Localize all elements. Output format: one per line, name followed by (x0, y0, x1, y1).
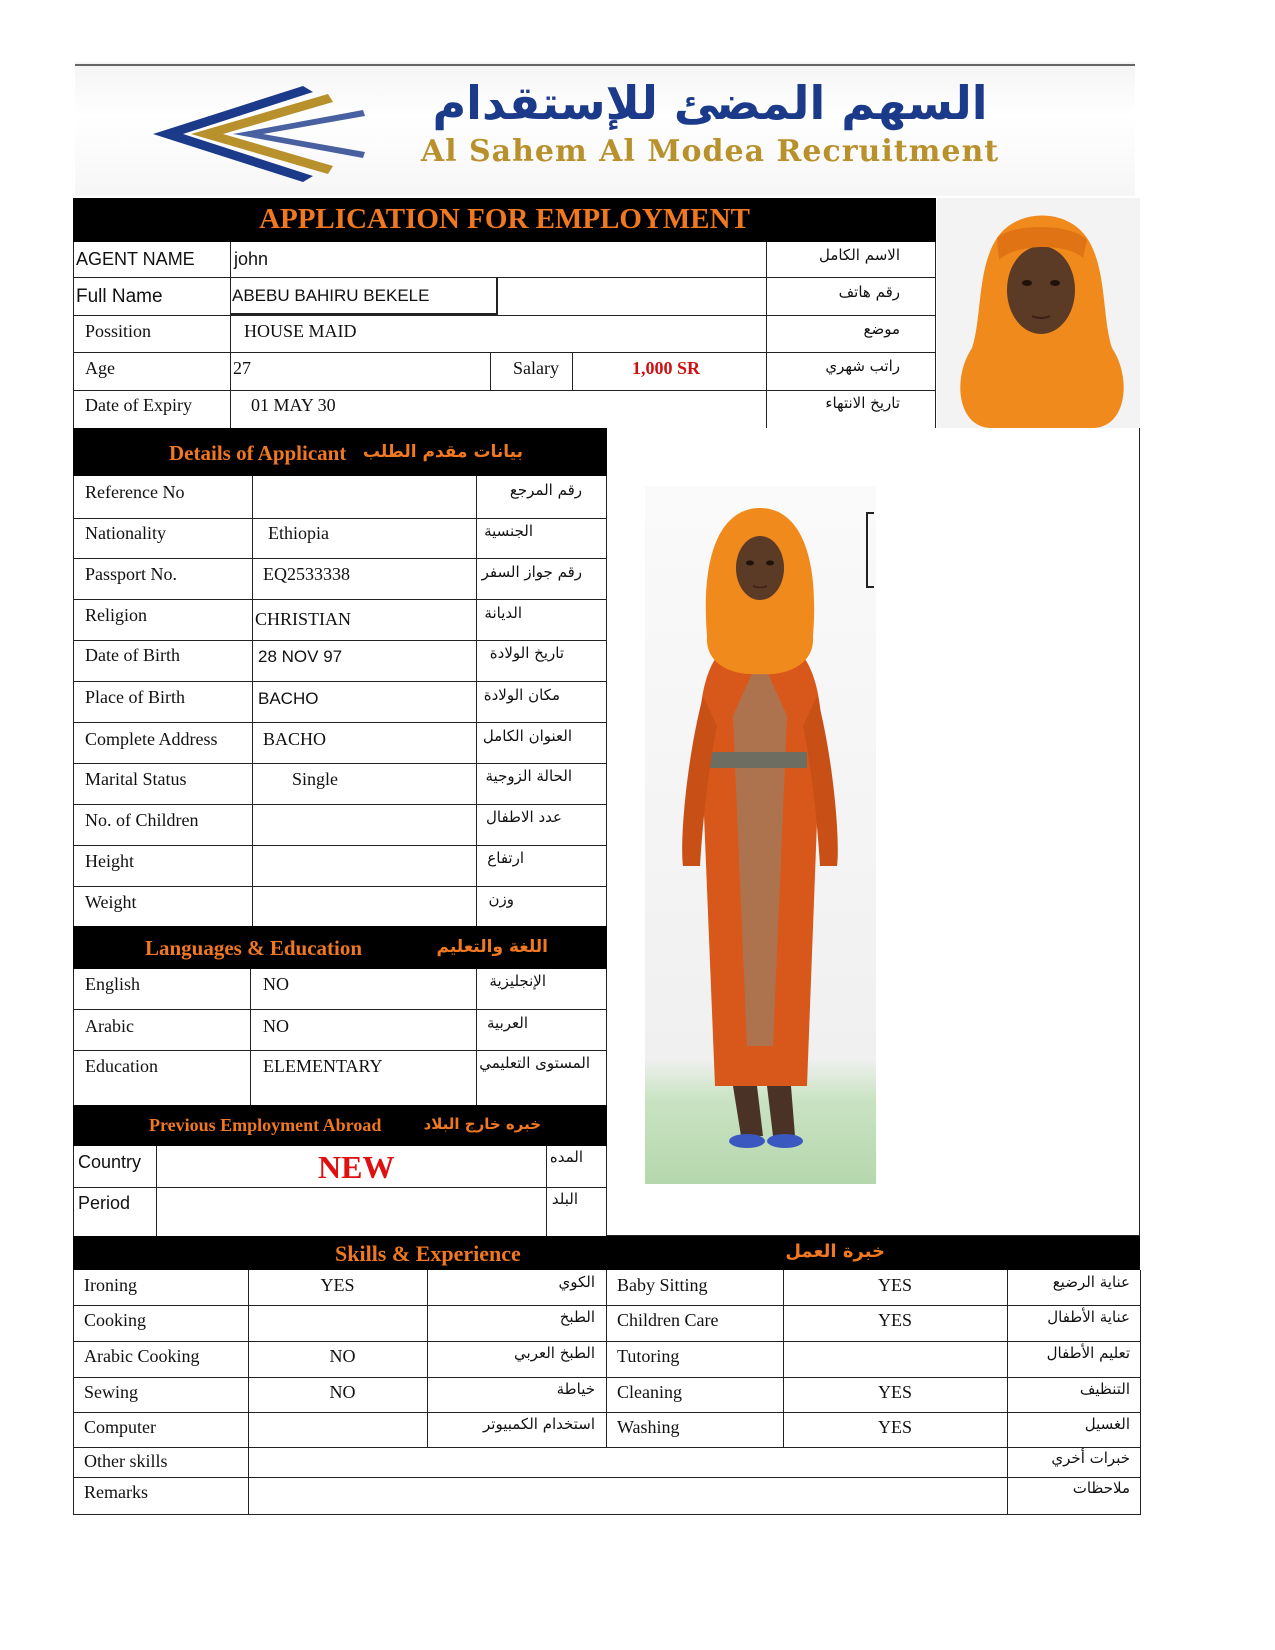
skill-washing-arabic: الغسيل (1084, 1415, 1130, 1433)
photo-edge-frame (866, 512, 874, 588)
salary-arabic: راتب شهري (825, 357, 900, 375)
address-label: Complete Address (85, 729, 218, 749)
skills-header-bar (73, 1236, 1140, 1270)
passport-arabic: رقم جواز السفر (481, 563, 582, 581)
marital-label: Marital Status (85, 769, 187, 789)
age-value: 27 (233, 358, 251, 378)
previous-title-en: Previous Employment Abroad (149, 1115, 382, 1135)
phone-arabic: رقم هاتف (838, 283, 900, 301)
skill-baby-sitting-arabic: عناية الرضيع (1052, 1273, 1130, 1291)
skill-cleaning-value: YES (877, 1382, 912, 1402)
skill-computer-arabic: استخدام الكمبيوتر (483, 1415, 595, 1433)
skill-sewing-label: Sewing (84, 1382, 138, 1402)
english-arabic: الإنجليزية (489, 972, 546, 990)
details-title-ar: بيانات مقدم الطلب (362, 442, 523, 462)
dob-label: Date of Birth (85, 645, 180, 665)
address-value: BACHO (263, 729, 327, 749)
education-label: Education (85, 1056, 158, 1076)
education-arabic: المستوى التعليمي (479, 1054, 590, 1072)
reference-label: Reference No (85, 482, 185, 502)
religion-label: Religion (85, 605, 147, 625)
previous-status-value: NEW (318, 1149, 395, 1185)
children-label: No. of Children (85, 810, 199, 830)
skill-baby-sitting-value: YES (877, 1275, 912, 1295)
salary-label: Salary (513, 358, 559, 378)
religion-value: CHRISTIAN (255, 609, 352, 629)
skill-baby-sitting-label: Baby Sitting (617, 1275, 708, 1295)
arabic-label: Arabic (85, 1016, 134, 1036)
skill-tutoring-arabic: تعليم الأطفال (1046, 1344, 1130, 1362)
full-name-value: ABEBU BAHIRU BEKELE (232, 286, 430, 305)
skill-tutoring-label: Tutoring (617, 1346, 680, 1366)
dob-arabic: تاريخ الولادة (489, 644, 564, 662)
skill-ironing-arabic: الكوي (558, 1273, 595, 1291)
country-arabic: المده (549, 1148, 583, 1166)
skill-washing-label: Washing (617, 1417, 680, 1437)
skill-children-care-label: Children Care (617, 1310, 719, 1330)
nationality-label: Nationality (85, 523, 166, 543)
religion-arabic: الديانة (484, 604, 522, 622)
position-value: HOUSE MAID (244, 321, 357, 341)
header-banner (75, 62, 1135, 196)
skill-children-care-value: YES (877, 1310, 912, 1330)
pob-value: BACHO (258, 689, 319, 708)
expiry-arabic: تاريخ الانتهاء (825, 394, 900, 412)
weight-arabic: وزن (488, 890, 514, 908)
skill-sewing-arabic: خياطة (556, 1380, 595, 1398)
details-title-en: Details of Applicant (169, 441, 347, 465)
pob-arabic: مكان الولادة (483, 686, 560, 704)
page-title: APPLICATION FOR EMPLOYMENT (259, 203, 750, 235)
skill-arabic-cooking-arabic: الطبخ العربي (514, 1344, 595, 1362)
children-arabic: عدد الاطفال (486, 808, 562, 826)
passport-value: EQ2533338 (263, 564, 350, 584)
previous-title-ar: خبره خارج البلاد (423, 1115, 541, 1133)
salary-value: 1,000 SR (632, 358, 701, 378)
period-arabic: البلد (551, 1190, 578, 1208)
english-value: NO (263, 974, 289, 994)
skill-arabic-cooking-label: Arabic Cooking (84, 1346, 200, 1366)
skill-cooking-arabic: الطبخ (559, 1308, 595, 1326)
arabic-arabic: العربية (487, 1014, 528, 1032)
address-arabic: العنوان الكامل (482, 727, 572, 745)
english-label: English (85, 974, 141, 994)
position-label: Possition (85, 321, 152, 341)
marital-value: Single (292, 769, 339, 789)
portrait-photo (937, 198, 1140, 428)
skill-arabic-cooking-value: NO (329, 1346, 356, 1366)
reference-arabic: رقم المرجع (509, 481, 582, 499)
skills-title-ar: خبرة العمل (785, 1241, 885, 1262)
weight-label: Weight (85, 892, 137, 912)
other-skills-arabic: خبرات أخري (1051, 1449, 1130, 1467)
skill-ironing-value: YES (320, 1275, 355, 1295)
company-name-english: Al Sahem Al Modea Recruitment (420, 134, 1000, 169)
full-name-label: Full Name (76, 286, 163, 307)
remarks-arabic: ملاحظات (1072, 1479, 1130, 1497)
skill-washing-value: YES (877, 1417, 912, 1437)
marital-arabic: الحالة الزوجية (485, 767, 572, 785)
nationality-arabic: الجنسية (484, 522, 533, 540)
previous-employment-bar (73, 1105, 607, 1146)
languages-title-en: Languages & Education (145, 936, 363, 960)
company-name-arabic: السهم المضئ للإستقدام (432, 76, 988, 130)
skills-title-en: Skills & Experience (335, 1241, 521, 1266)
position-arabic: موضع (863, 320, 900, 338)
application-title-bar (73, 198, 936, 242)
arabic-value: NO (263, 1016, 289, 1036)
skill-children-care-arabic: عناية الأطفال (1047, 1308, 1130, 1326)
nationality-value: Ethiopia (268, 523, 329, 543)
details-header-bar (73, 428, 607, 476)
age-label: Age (85, 358, 115, 378)
languages-title-ar: اللغة والتعليم (436, 937, 548, 957)
agent-name-label: AGENT NAME (76, 249, 195, 269)
dob-value: 28 NOV 97 (258, 647, 343, 666)
other-skills-label: Other skills (84, 1451, 168, 1471)
remarks-label: Remarks (84, 1482, 148, 1502)
skill-ironing-label: Ironing (84, 1275, 137, 1295)
expiry-label: Date of Expiry (85, 395, 192, 415)
skill-sewing-value: NO (329, 1382, 356, 1402)
skill-cleaning-arabic: التنظيف (1079, 1380, 1130, 1398)
pob-label: Place of Birth (85, 687, 185, 707)
skill-cleaning-label: Cleaning (617, 1382, 682, 1402)
country-label: Country (78, 1152, 142, 1172)
height-label: Height (85, 851, 134, 871)
agent-name-arabic: الاسم الكامل (818, 246, 900, 264)
height-arabic: ارتفاع (487, 849, 524, 867)
skill-cooking-label: Cooking (84, 1310, 147, 1330)
education-value: ELEMENTARY (263, 1056, 383, 1076)
skill-computer-label: Computer (84, 1417, 156, 1437)
languages-header-bar (73, 926, 607, 969)
agent-name-value: john (234, 249, 269, 269)
full-body-photo (645, 486, 876, 1184)
passport-label: Passport No. (85, 564, 178, 584)
expiry-value: 01 MAY 30 (251, 395, 336, 415)
period-label: Period (78, 1193, 131, 1213)
